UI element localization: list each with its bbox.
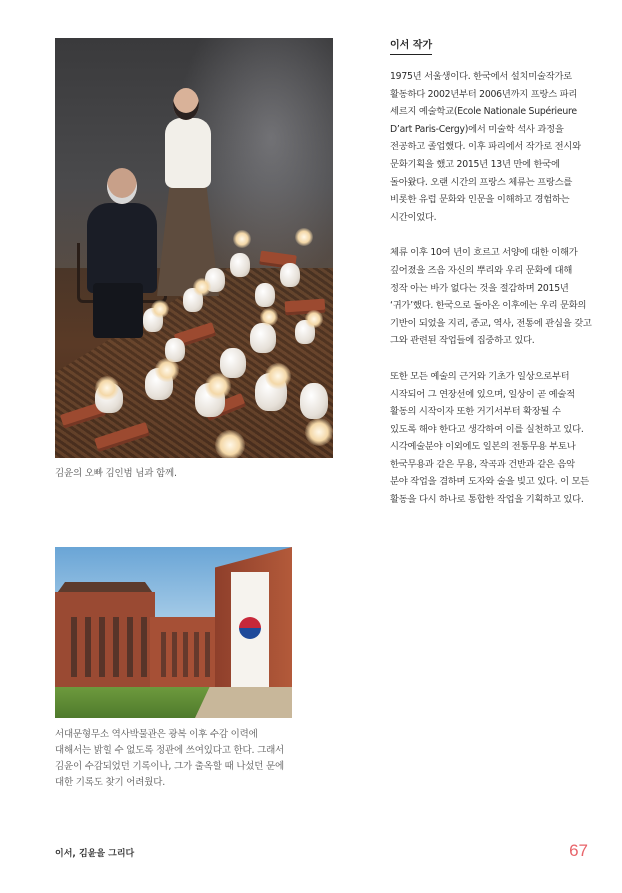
caption-line: 서대문형무소 역사박물관은 광복 이후 수감 이력에 [55,729,258,740]
building-windows [155,632,215,677]
caption-line: 김윤이 수감되었던 기록이나, 그가 출옥할 때 나섰던 문에 [55,761,285,772]
footer-title: 이서, 김윤을 그리다 [55,849,135,859]
walkway [195,687,292,718]
candle-glow [260,308,278,326]
sculpture [230,253,250,277]
page-number: 67 [569,841,588,860]
paragraph: 1975년 서울생이다. 한국에서 설치미술작가로 활동하다 2002년부터 2006년까지 프랑스 파리 세르지 예술학교(Ecole Nationale Supérieure D’art Paris-Cergy)에서 미술학 석사 과정을 전공하고 졸업했다. 이후 파리에서 작가로 전시와 문화기획을 했고 2015년 13년 만에 한국에 돌아왔다. 오랜 시간의 프랑스 체류는 프랑스를 비롯한 유럽 문화와 인문을 이해하고 경험하는 시간이었다. [390,71,581,223]
museum-photo [55,547,292,718]
candle-glow [155,358,179,382]
candle-glow [305,310,323,328]
sculpture [250,323,276,353]
paragraph: 또한 모든 예술의 근거와 기초가 일상으로부터 시작되어 그 연장선에 있으며, 일상이 곧 예술적 활동의 시작이자 또한 거기서부터 확장될 수 있도록 해야 한다고 생각하여 이를 실천하고 있다. 시각예술분야 이외에도 일본의 전통무용 부토나 한국무용과 같은 무용, 작곡과 건반과 같은 음악 분야 작업을 겸하며 도자와 술을 빚고 있다. 이 모든 활동을 다시 하나로 통합한 작업을 기획하고 있다. [390,370,589,506]
caption-line: 대한 기록도 찾기 어려웠다. [55,777,166,788]
seated-man-legs [93,283,143,338]
building-windows [63,617,147,677]
candle-glow [265,363,291,389]
candle-glow [151,300,169,318]
exhibition-photo [55,38,333,458]
candle-glow [305,418,333,446]
caption-line: 대해서는 밝힐 수 없도록 정관에 쓰여있다고 한다. 그래서 [55,745,285,756]
photo2-caption [55,727,295,791]
standing-woman [165,118,211,188]
candle-glow [295,228,313,246]
paragraph: 체류 이후 10여 년이 흐르고 서양에 대한 이해가 깊어졌을 즈음 자신의 뿌리와 우리 문화에 대해 정작 아는 바가 없다는 것을 절감하며 2015년 ‘귀가’했다. 한국으로 돌아온 이후에는 우리 문화의 기반이 되었을 지리, 종교, 역사, 전통에 관심을 갖고 그와 관련된 작업들에 집중하고 있다. [390,247,592,347]
candle-glow [233,230,251,248]
standing-woman-head [173,88,199,120]
candle-glow [215,430,245,458]
candle-glow [95,376,119,400]
seated-man [87,203,157,293]
section-title: 이서 작가 [390,36,432,55]
candle-glow [205,373,231,399]
photo1-caption: 김윤의 오빠 김인범 님과 함께. [55,468,177,479]
article-body [390,68,595,527]
taegeuk-symbol [239,617,261,639]
sculpture [280,263,300,287]
candle-glow [193,278,211,296]
sculpture [255,283,275,307]
seated-man-head [107,168,137,204]
sculpture [300,383,328,419]
